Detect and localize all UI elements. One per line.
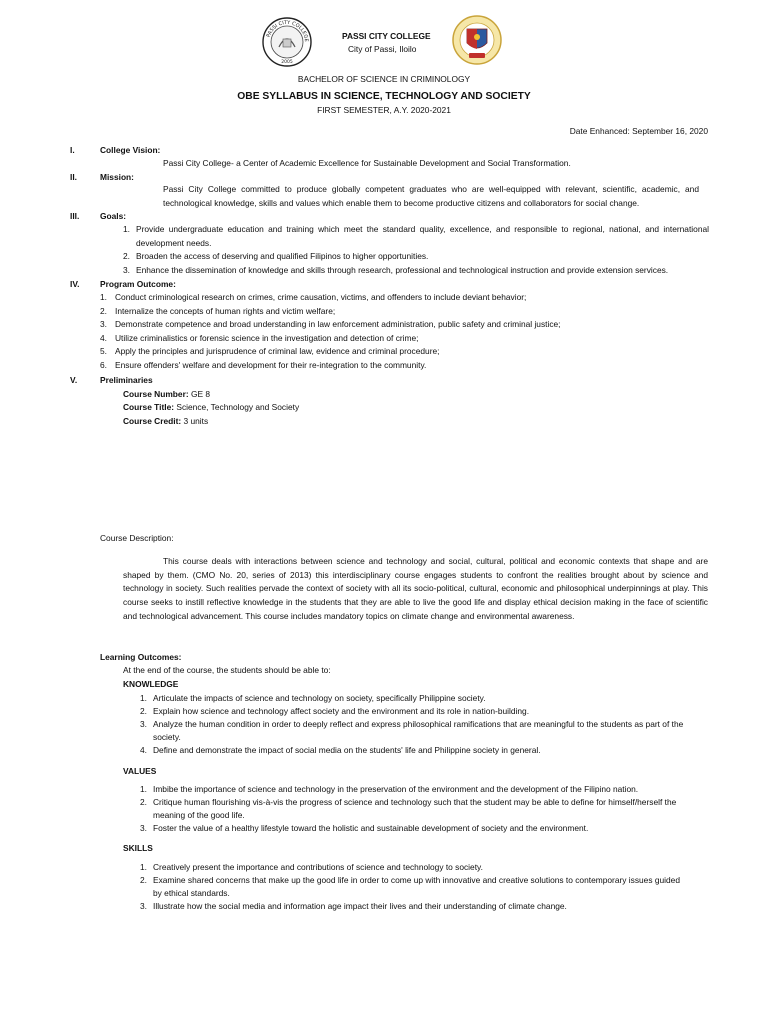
goals-list: [123, 223, 709, 277]
knowledge-list: [140, 692, 695, 757]
list-item: 1. Conduct criminological research on crimes, crime causation, victims, and offenders to include deviant behavior;: [100, 292, 527, 302]
list-item: 6. Ensure offenders' welfare and development for their re-integration to the community.: [100, 359, 427, 370]
list-item: 5. Apply the principles and jurisprudence of criminal law, evidence and criminal procedure;: [100, 346, 440, 356]
section-number: IV.: [70, 279, 80, 289]
list-item: 3. Foster the value of a healthy lifestyle toward the holistic and sustainable development of society and the environment.: [140, 823, 589, 833]
values-heading: VALUES: [123, 766, 157, 776]
list-item: 2. Broaden the access of deserving and qualified Filipinos to higher opportunities.: [123, 251, 429, 261]
skills-list: [140, 861, 680, 913]
list-item: 4. Utilize criminalistics or forensic science in the investigation and detection of crime;: [100, 332, 419, 343]
outcomes-heading: Program Outcome:: [100, 279, 176, 289]
list-item: 1. Creatively present the importance and contributions of science and technology to society.: [140, 862, 483, 872]
preliminaries-heading: Preliminaries: [100, 375, 153, 385]
list-item: 2. Explain how science and technology affect society and the environment and its role in nation-building.: [140, 706, 530, 716]
list-item: 2. Internalize the concepts of human rights and victim welfare;: [100, 305, 336, 316]
outcomes-list: [100, 291, 700, 372]
list-item: 2. Examine shared concerns that make up the good life in order to come up with innovative and creative solutions to contemporary issues guided by ethical standards.: [140, 875, 680, 898]
list-item: 1. Imbibe the importance of science and technology in the preservation of the environment and the development of the Filipino nation.: [140, 784, 639, 794]
college-name: PASSI CITY COLLEGE: [342, 31, 431, 41]
course-title: Course Title: Science, Technology and Society: [123, 402, 300, 412]
description-text: This course deals with interactions between science and technology and social, cultural, political and economic contexts that shape and are shaped by them. (CMO No. 20, series of 2013) this interdisciplinary course engages students to confront the realities brought about by science and technology in society. Such realities pervade the context of society with all its socio-political, cultural, economic and philosophical underpinnings at play. This course seeks to instill reflective knowledge in the students that they are able to live the good life and display ethical decision making in the face of scientific and technological advancement. This course includes mandatory topics on climate change and environmental awareness.: [123, 556, 708, 621]
skills-heading: SKILLS: [123, 843, 153, 853]
list-item: 3. Analyze the human condition in order to deeply reflect and express philosophical ramifications that are meaningful to the students as part of the society.: [140, 719, 684, 742]
list-item: 2. Critique human flourishing vis-à-vis the progress of science and technology such that the student may be able to define for himself/herself the meaning of the good life.: [140, 797, 677, 820]
list-item: 3. Demonstrate competence and broad understanding in law enforcement administration, public safety and criminal justice;: [100, 319, 561, 329]
vision-heading: College Vision:: [100, 145, 161, 155]
list-item: 3. Illustrate how the social media and information age impact their lives and their understanding of climate change.: [140, 901, 567, 911]
syllabus-title: OBE SYLLABUS IN SCIENCE, TECHNOLOGY AND SOCIETY: [237, 91, 531, 102]
list-item: 1. Provide undergraduate education and training which meet the standard quality, excellence, and responsible to regional, national, and international development needs.: [123, 224, 709, 248]
learning-outcomes-heading: Learning Outcomes:: [100, 652, 182, 662]
college-city: City of Passi, Iloilo: [348, 44, 417, 54]
values-list: [140, 783, 695, 835]
description-heading: Course Description:: [100, 533, 174, 543]
section-number: V.: [70, 375, 78, 385]
list-item: 4. Define and demonstrate the impact of social media on the students' life and Philippine society in general.: [140, 745, 541, 755]
course-number: Course Number: GE 8: [123, 389, 211, 399]
list-item: 1. Articulate the impacts of science and technology on society, specifically Philippine society.: [140, 693, 486, 703]
section-number: I.: [70, 145, 75, 155]
college-seal-logo: [262, 17, 312, 67]
goals-heading: Goals:: [100, 211, 127, 221]
section-number: II.: [70, 172, 77, 182]
program-name: BACHELOR OF SCIENCE IN CRIMINOLOGY: [297, 74, 471, 84]
course-credit: Course Credit: 3 units: [123, 416, 209, 426]
svg-text:PASSI CITY COLLEGE: PASSI CITY COLLEGE: [265, 19, 310, 43]
section-number: III.: [70, 211, 80, 221]
knowledge-heading: KNOWLEDGE: [123, 679, 179, 689]
semester: FIRST SEMESTER, A.Y. 2020-2021: [317, 105, 451, 115]
vision-text: Passi City College- a Center of Academic Excellence for Sustainable Development and Social Transformation.: [163, 158, 571, 168]
mission-heading: Mission:: [100, 172, 134, 182]
date-enhanced: Date Enhanced: September 16, 2020: [569, 126, 708, 136]
learning-intro: At the end of the course, the students should be able to:: [123, 665, 331, 675]
city-seal-logo: [452, 15, 502, 65]
mission-text: Passi City College committed to produce globally competent graduates who are well-equipped with relevant, scientific, academic, and technological knowledge, skills and values which enable them to become productive citizens and collaborators for social change.: [163, 184, 699, 208]
svg-text:2005: 2005: [281, 60, 293, 65]
list-item: 3. Enhance the dissemination of knowledge and skills through research, professional and technological instruction and provide extension services.: [123, 264, 669, 275]
